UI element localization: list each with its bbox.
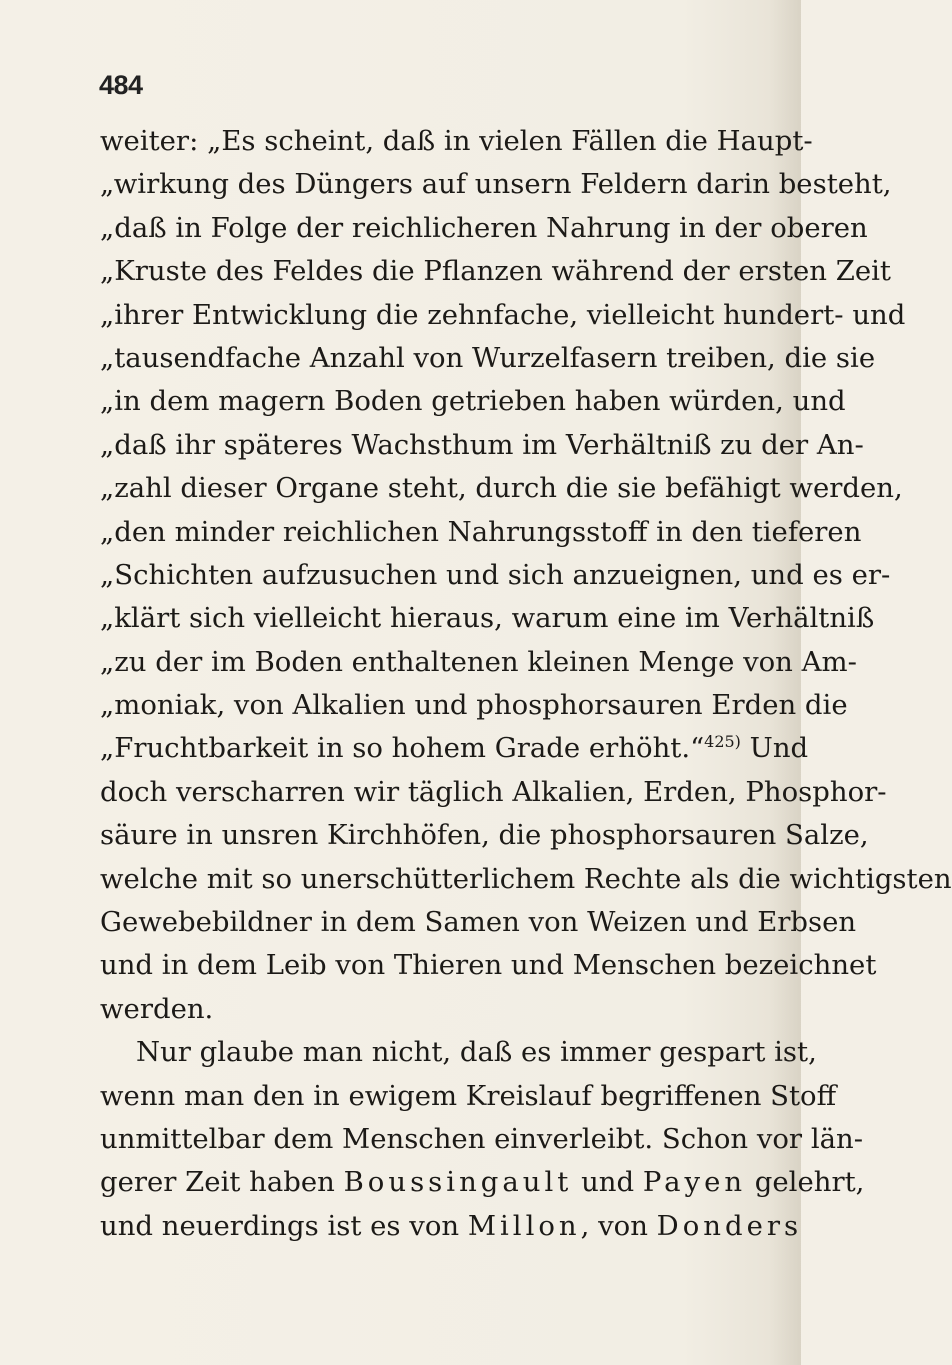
text-line bbox=[100, 554, 891, 597]
line-text: „in dem magern Boden getrieben haben würden, und bbox=[100, 385, 846, 418]
page-number: 484 bbox=[99, 70, 143, 100]
line-text: „klärt sich vielleicht hieraus, warum eine im Verhältniß bbox=[100, 602, 875, 635]
text-line bbox=[100, 250, 891, 293]
text-line bbox=[100, 294, 906, 337]
line-text: „wirkung des Düngers auf unsern Feldern darin besteht, bbox=[100, 168, 892, 201]
text-line bbox=[100, 597, 875, 640]
text-line bbox=[100, 1161, 865, 1204]
line-text: unmittelbar dem Menschen einverleibt. Schon vor län- bbox=[100, 1122, 864, 1155]
line-text: „zahl dieser Organe steht, durch die sie befähigt werden, bbox=[100, 472, 903, 505]
text-line bbox=[100, 163, 892, 206]
author-name: Payen bbox=[642, 1166, 747, 1199]
line-text: weiter: „Es scheint, daß in vielen Fällen die Haupt- bbox=[100, 125, 813, 157]
line-text: „Schichten aufzusuchen und sich anzueignen, und es er- bbox=[100, 558, 891, 591]
line-text: doch verscharren wir täglich Alkalien, Erden, Phosphor- bbox=[100, 775, 887, 808]
author-name: Donders bbox=[656, 1209, 803, 1242]
text-line bbox=[100, 988, 718, 1031]
text-line bbox=[100, 380, 846, 423]
line-text: „tausendfache Anzahl von Wurzelfasern treiben, die sie bbox=[100, 341, 876, 374]
text-line bbox=[100, 1118, 864, 1161]
text-line bbox=[100, 684, 848, 727]
line-text: „den minder reichlichen Nahrungsstoff in den tieferen bbox=[100, 515, 862, 548]
text-line bbox=[100, 1075, 837, 1118]
author-name: Millon bbox=[467, 1209, 581, 1242]
line-text: gerer Zeit haben bbox=[100, 1166, 344, 1199]
text-line bbox=[100, 727, 809, 770]
line-text: „moniak, von Alkalien und phosphorsauren Erden die bbox=[100, 689, 848, 722]
text-line bbox=[100, 858, 952, 901]
text-line bbox=[100, 511, 862, 554]
line-text: und in dem Leib von Thieren und Menschen bezeichnet bbox=[100, 949, 877, 982]
text-line bbox=[100, 1205, 803, 1248]
author-name: Boussingault bbox=[343, 1166, 573, 1199]
line-text: wenn man den in ewigem Kreislauf begriffenen Stoff bbox=[100, 1079, 837, 1112]
line-text: „Kruste des Feldes die Pflanzen während der ersten Zeit bbox=[100, 255, 891, 288]
text-line bbox=[100, 207, 868, 250]
text-line bbox=[100, 814, 869, 857]
footnote-reference: 425) bbox=[704, 732, 741, 752]
line-text: gelehrt, bbox=[746, 1166, 865, 1199]
line-text: welche mit so unerschütterlichem Rechte als die wichtigsten bbox=[100, 862, 952, 895]
text-line bbox=[100, 771, 887, 814]
line-text: werden. bbox=[100, 992, 214, 1025]
line-text: Nur glaube man nicht, daß es immer gespart ist, bbox=[136, 1036, 817, 1069]
text-line bbox=[100, 944, 877, 987]
text-line bbox=[100, 901, 857, 944]
text-line bbox=[100, 641, 857, 684]
line-text: „daß ihr späteres Wachsthum im Verhältniß zu der An- bbox=[100, 428, 864, 461]
line-text: säure in unsren Kirchhöfen, die phosphorsauren Salze, bbox=[100, 819, 869, 852]
text-line bbox=[100, 424, 864, 467]
line-text: Und bbox=[740, 732, 809, 765]
text-line bbox=[100, 467, 903, 510]
line-text: „zu der im Boden enthaltenen kleinen Menge von Am- bbox=[100, 645, 857, 678]
line-text: „Fruchtbarkeit in so hohem Grade erhöht.“ bbox=[100, 732, 705, 765]
line-text: , von bbox=[580, 1209, 657, 1242]
line-text: Gewebebildner in dem Samen von Weizen und Erbsen bbox=[100, 906, 857, 939]
body-text bbox=[100, 120, 952, 1248]
line-text: und bbox=[572, 1166, 643, 1199]
text-line bbox=[100, 337, 876, 380]
text-line bbox=[100, 120, 813, 163]
line-text: und neuerdings ist es von bbox=[100, 1209, 468, 1242]
text-line bbox=[100, 1031, 817, 1074]
line-text: „ihrer Entwicklung die zehnfache, vielleicht hundert- und bbox=[100, 298, 906, 331]
line-text: „daß in Folge der reichlicheren Nahrung in der oberen bbox=[100, 211, 868, 244]
